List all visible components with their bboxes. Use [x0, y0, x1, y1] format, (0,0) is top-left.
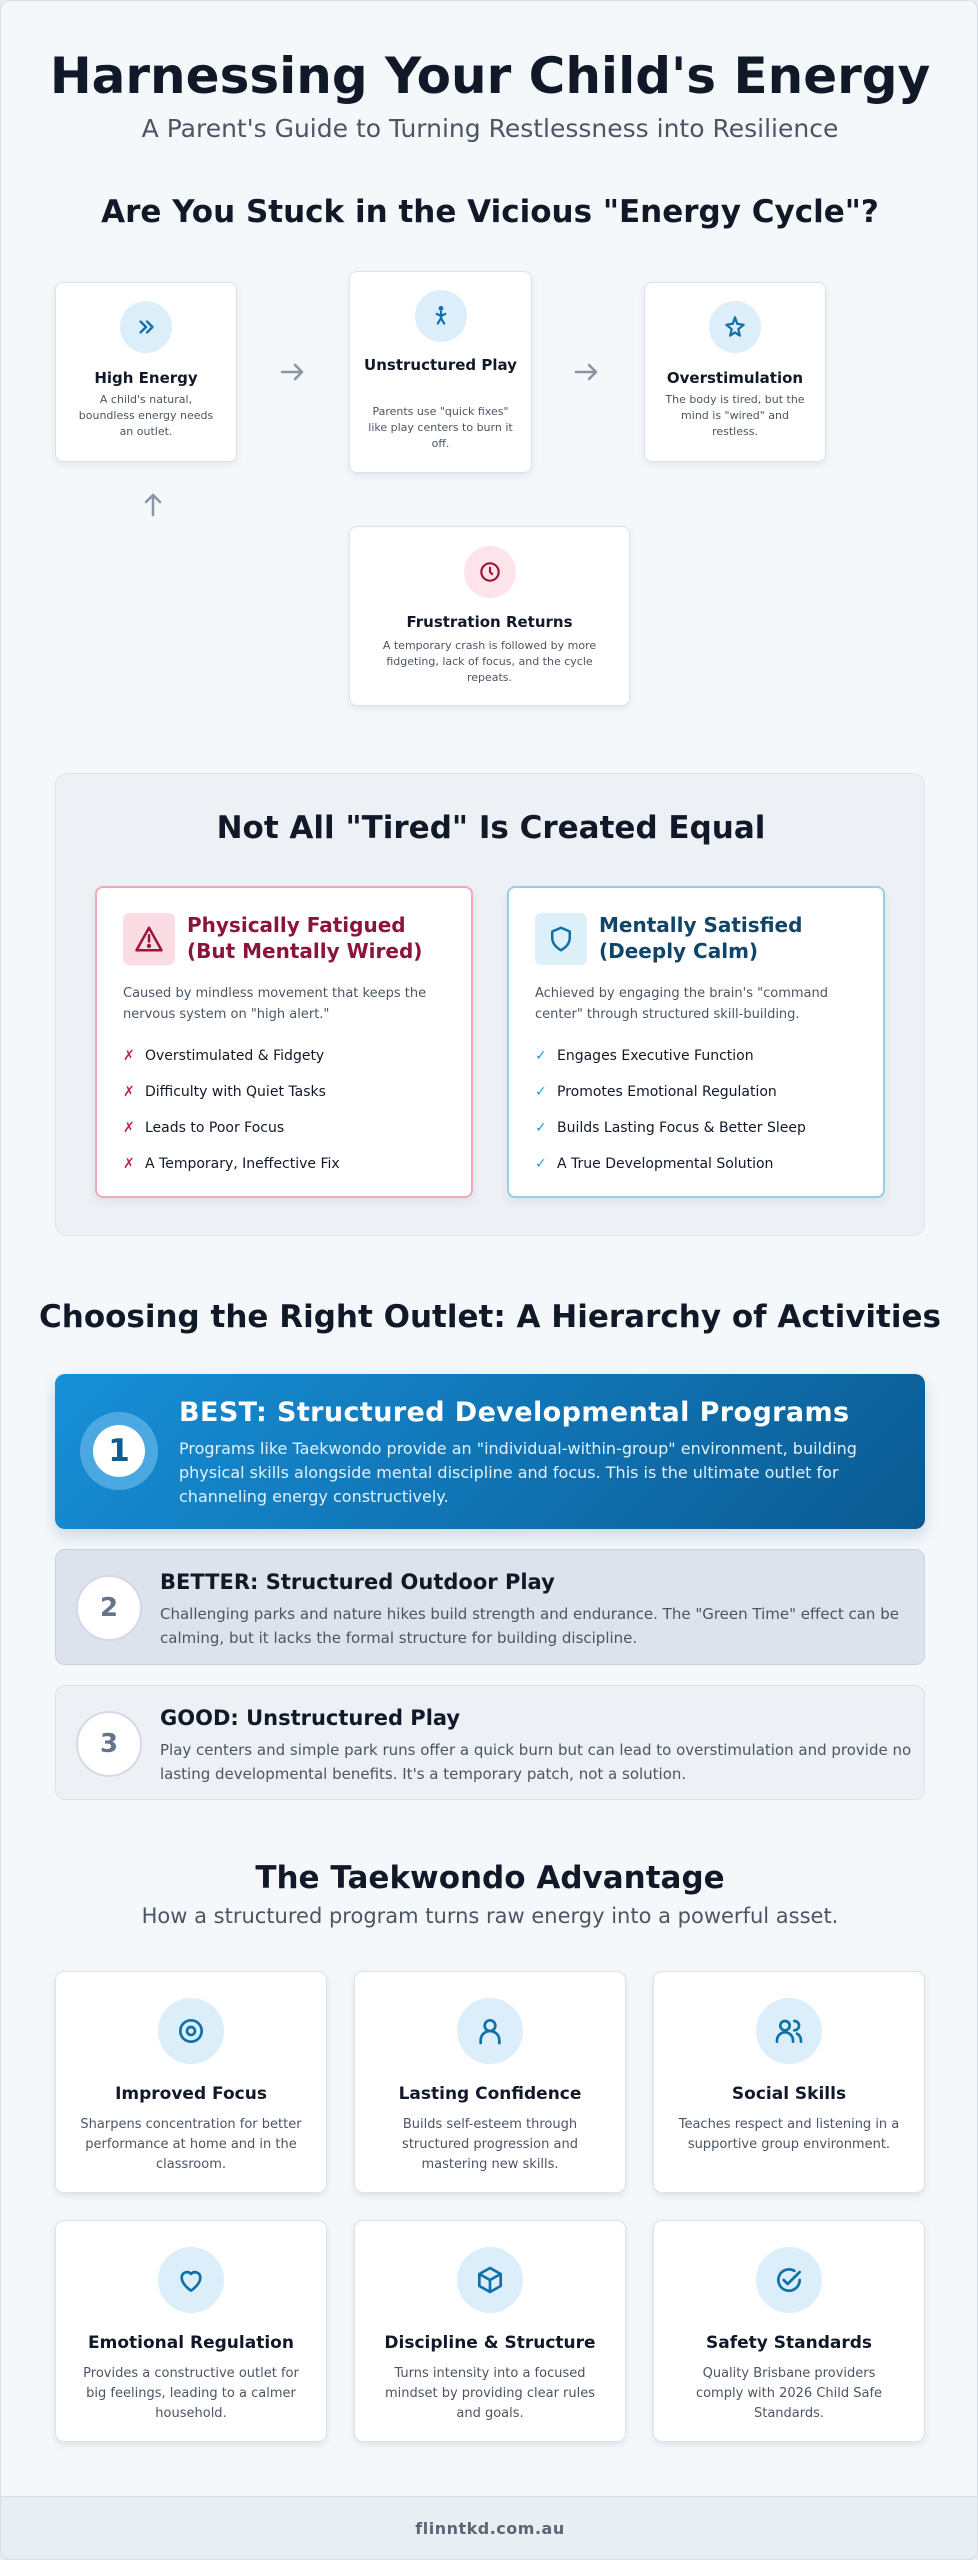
x-mark-icon: ✗	[123, 1120, 135, 1136]
list-item: ✗ Overstimulated & Fidgety	[123, 1048, 325, 1064]
tier-better	[55, 1549, 925, 1665]
mentally-satisfied-title: Mentally Satisfied (Deeply Calm)	[599, 913, 803, 963]
check-mark-icon: ✓	[535, 1084, 547, 1100]
arrow-right-icon	[278, 357, 308, 387]
mentally-satisfied-desc: Achieved by engaging the brain's "command center" through structured skill-building.	[535, 986, 828, 1022]
page-title: Harnessing Your Child's Energy	[49, 47, 931, 105]
tier-number-badge: 3	[76, 1711, 142, 1777]
tier-title: GOOD: Unstructured Play	[160, 1706, 461, 1730]
heart-icon	[158, 2247, 224, 2313]
advantage-desc: Sharpens concentration for better performance at home and in the classroom.	[80, 2117, 302, 2172]
advantage-card-safety	[653, 2220, 925, 2442]
clock-icon	[464, 546, 516, 598]
physically-fatigued-title: Physically Fatigued (But Mentally Wired)	[187, 913, 423, 963]
advantage-desc: Turns intensity into a focused mindset by providing clear rules and goals.	[384, 2366, 596, 2421]
advantage-card-social	[653, 1971, 925, 2193]
spark-icon	[709, 301, 761, 353]
list-item: ✓ Engages Executive Function	[535, 1048, 754, 1064]
list-item: ✓ A True Developmental Solution	[535, 1156, 774, 1172]
advantage-card-emotional	[55, 2220, 327, 2442]
tier-number-badge: 1	[80, 1412, 158, 1490]
advantage-title: Social Skills	[731, 2084, 847, 2104]
cycle-card-title: Unstructured Play	[364, 356, 517, 374]
advantage-desc: Quality Brisbane providers comply with 2026 Child Safe Standards.	[695, 2366, 883, 2421]
cycle-card-desc: Parents use "quick fixes" like play centers to burn it off.	[368, 405, 513, 450]
cycle-card-unstructured-play	[349, 271, 532, 473]
mentally-satisfied-list	[535, 1038, 865, 1182]
cycle-card-desc: A temporary crash is followed by more fidgeting, lack of focus, and the cycle repeats.	[382, 639, 597, 684]
advantage-title: Safety Standards	[705, 2333, 873, 2353]
advantage-desc: Provides a constructive outlet for big feelings, leading to a calmer household.	[83, 2366, 299, 2421]
cycle-card-desc: The body is tired, but the mind is "wired" and restless.	[665, 393, 805, 438]
advantage-title: Lasting Confidence	[398, 2084, 582, 2104]
warning-icon	[123, 913, 175, 965]
running-figure-icon	[415, 290, 467, 342]
physically-fatigued-list	[123, 1038, 453, 1182]
cycle-card-title: High Energy	[94, 369, 198, 387]
advantage-title: Emotional Regulation	[88, 2333, 294, 2353]
x-mark-icon: ✗	[123, 1156, 135, 1172]
cube-icon	[457, 2247, 523, 2313]
physically-fatigued-card	[95, 886, 473, 1198]
check-mark-icon: ✓	[535, 1120, 547, 1136]
tier-desc: Challenging parks and nature hikes build strength and endurance. The "Green Time" effect can be calming, but it lacks the formal structure for building discipline.	[160, 1605, 899, 1647]
mentally-satisfied-card	[507, 886, 885, 1198]
advantage-title: Discipline & Structure	[384, 2333, 596, 2353]
advantage-desc: Teaches respect and listening in a supportive group environment.	[678, 2117, 900, 2152]
list-item: ✗ Difficulty with Quiet Tasks	[123, 1084, 326, 1100]
list-item: ✗ Leads to Poor Focus	[123, 1120, 285, 1136]
list-item: ✓ Promotes Emotional Regulation	[535, 1084, 777, 1100]
tier-best	[55, 1374, 925, 1529]
shield-icon	[535, 913, 587, 965]
target-icon	[158, 1998, 224, 2064]
advantage-desc: Builds self-esteem through structured progression and mastering new skills.	[402, 2117, 578, 2172]
cycle-card-desc: A child's natural, boundless energy needs an outlet.	[78, 393, 214, 438]
check-mark-icon: ✓	[535, 1048, 547, 1064]
tier-number-badge: 2	[76, 1575, 142, 1641]
tier-good	[55, 1685, 925, 1800]
physically-fatigued-desc: Caused by mindless movement that keeps the nervous system on "high alert."	[123, 986, 427, 1022]
tier-desc: Programs like Taekwondo provide an "individual-within-group" environment, building physical skills alongside mental discipline and focus. This is the ultimate outlet for channeling energy constructively.	[179, 1439, 857, 1506]
cycle-card-overstimulation	[644, 282, 826, 462]
cycle-heading: Are You Stuck in the Vicious "Energy Cycle"?	[101, 194, 879, 230]
people-icon	[756, 1998, 822, 2064]
cycle-card-title: Overstimulation	[666, 369, 804, 387]
check-mark-icon: ✓	[535, 1156, 547, 1172]
hierarchy-heading: Choosing the Right Outlet: A Hierarchy of Activities	[39, 1299, 941, 1335]
tier-desc: Play centers and simple park runs offer a quick burn but can lead to overstimulation and provide no lasting developmental benefits. It's a temporary patch, not a solution.	[160, 1741, 912, 1783]
list-item: ✗ A Temporary, Ineffective Fix	[123, 1156, 340, 1172]
arrow-up-icon	[138, 490, 168, 520]
person-icon	[457, 1998, 523, 2064]
advantage-card-discipline	[354, 2220, 626, 2442]
page-subtitle: A Parent's Guide to Turning Restlessness into Resilience	[141, 114, 839, 143]
advantage-subheading: How a structured program turns raw energy into a powerful asset.	[141, 1904, 839, 1928]
double-chevron-right-icon	[120, 301, 172, 353]
advantage-title: Improved Focus	[115, 2084, 267, 2104]
cycle-card-title: Frustration Returns	[406, 613, 573, 631]
tier-title: BEST: Structured Developmental Programs	[179, 1397, 850, 1428]
cycle-card-frustration-returns	[349, 526, 630, 706]
tier-title: BETTER: Structured Outdoor Play	[160, 1570, 555, 1594]
advantage-card-focus	[55, 1971, 327, 2193]
list-item: ✓ Builds Lasting Focus & Better Sleep	[535, 1120, 806, 1136]
cycle-card-high-energy	[55, 282, 237, 462]
x-mark-icon: ✗	[123, 1084, 135, 1100]
arrow-right-icon	[572, 357, 602, 387]
advantage-heading: The Taekwondo Advantage	[255, 1860, 725, 1896]
x-mark-icon: ✗	[123, 1048, 135, 1064]
advantage-card-confidence	[354, 1971, 626, 2193]
check-badge-icon	[756, 2247, 822, 2313]
footer-site-link[interactable]: flinntkd.com.au	[1, 2496, 978, 2560]
tired-heading: Not All "Tired" Is Created Equal	[216, 810, 766, 846]
tired-comparison-panel	[55, 773, 925, 1236]
